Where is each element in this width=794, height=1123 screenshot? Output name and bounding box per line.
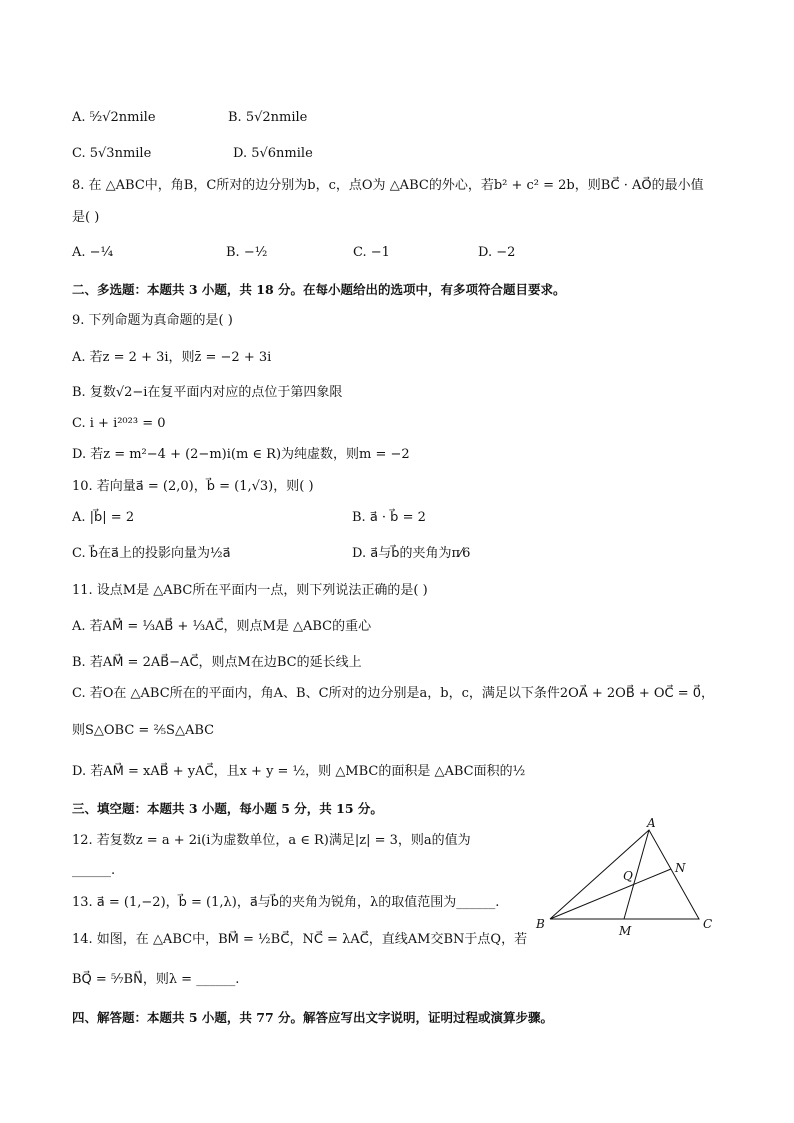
label-a: A <box>647 818 656 830</box>
q10-option-c: C. b⃗在a⃗上的投影向量为½a⃗ <box>72 546 231 561</box>
q12-line2: ______. <box>72 863 116 878</box>
q11-option-b: B. 若AM⃗ = 2AB⃗−AC⃗，则点M在边BC的延长线上 <box>72 655 362 670</box>
q11-stem: 11. 设点M是 △ABC所在平面内一点，则下列说法正确的是( ) <box>72 583 428 598</box>
q10-stem: 10. 若向量a⃗ = (2,0)，b⃗ = (1,√3)，则( ) <box>72 479 314 494</box>
segment-bn <box>550 869 671 919</box>
q11-option-a: A. 若AM⃗ = ⅓AB⃗ + ⅓AC⃗，则点M是 △ABC的重心 <box>72 619 372 634</box>
q8-option-d: D. −2 <box>478 245 516 260</box>
q7-option-a: A. ⁵⁄₂√2nmile <box>72 110 156 125</box>
q9-option-a: A. 若z = 2 + 3i，则z̄ = −2 + 3i <box>72 350 272 365</box>
q9-option-d: D. 若z = m²−4 + (2−m)i(m ∈ R)为纯虚数，则m = −2 <box>72 447 410 462</box>
q10-option-d: D. a⃗与b⃗的夹角为π⁄6 <box>352 546 471 561</box>
q7-option-c: C. 5√3nmile <box>72 146 152 161</box>
triangle-figure <box>530 818 730 938</box>
q8-stem-line2: 是( ) <box>72 210 100 225</box>
q7-option-d: D. 5√6nmile <box>233 146 313 161</box>
q10-option-b: B. a⃗ · b⃗ = 2 <box>352 510 426 525</box>
q10-option-a: A. |b⃗| = 2 <box>72 510 135 525</box>
q8-option-c: C. −1 <box>353 245 390 260</box>
q11-option-c-line1: C. 若O在 △ABC所在的平面内，角A、B、C所对的边分别是a，b，c，满足以下条件2OA⃗ + 2OB⃗ + OC⃗ = 0⃗， <box>72 686 715 701</box>
section-2-heading: 二、多选题：本题共 3 小题，共 18 分。在每小题给出的选项中，有多项符合题目要求。 <box>72 282 566 297</box>
q9-option-c: C. i + i²⁰²³ = 0 <box>72 416 166 431</box>
q13-text: 13. a⃗ = (1,−2)，b⃗ = (1,λ)，a⃗与b⃗的夹角为锐角，λ的取值范围为______. <box>72 895 500 910</box>
section-4-heading: 四、解答题：本题共 5 小题，共 77 分。解答应写出文字说明，证明过程或演算步骤。 <box>72 1010 554 1025</box>
q14-line1: 14. 如图，在 △ABC中，BM⃗ = ½BC⃗，NC⃗ = λAC⃗，直线AM交BN于点Q，若 <box>72 932 528 947</box>
q9-option-b: B. 复数√2−i在复平面内对应的点位于第四象限 <box>72 385 343 400</box>
q14-line2: BQ⃗ = ⁵⁄₇BN⃗，则λ = ______. <box>72 972 240 987</box>
section-3-heading: 三、填空题：本题共 3 小题，每小题 5 分，共 15 分。 <box>72 801 383 816</box>
q9-stem: 9. 下列命题为真命题的是( ) <box>72 313 233 328</box>
q7-option-b: B. 5√2nmile <box>228 110 308 125</box>
q11-option-c-line2: 则S△OBC = ⅖S△ABC <box>72 723 215 738</box>
q8-option-b: B. −¹⁄₂ <box>226 245 268 260</box>
label-c: C <box>703 917 713 931</box>
q11-option-d: D. 若AM⃗ = xAB⃗ + yAC⃗，且x + y = ½，则 △MBC的面积是 △ABC面积的½ <box>72 764 526 779</box>
label-n: N <box>675 861 686 875</box>
label-b: B <box>536 917 545 931</box>
q8-option-a: A. −¹⁄₄ <box>72 245 114 260</box>
label-m: M <box>619 924 632 938</box>
q8-stem-line1: 8. 在 △ABC中，角B，C所对的边分别为b，c，点O为 △ABC的外心，若b² + c² = 2b，则BC⃗ · AO⃗的最小值 <box>72 178 704 193</box>
label-q: Q <box>623 869 633 883</box>
q12-line1: 12. 若复数z = a + 2i(i为虚数单位，a ∈ R)满足|z| = 3，则a的值为 <box>72 833 471 848</box>
